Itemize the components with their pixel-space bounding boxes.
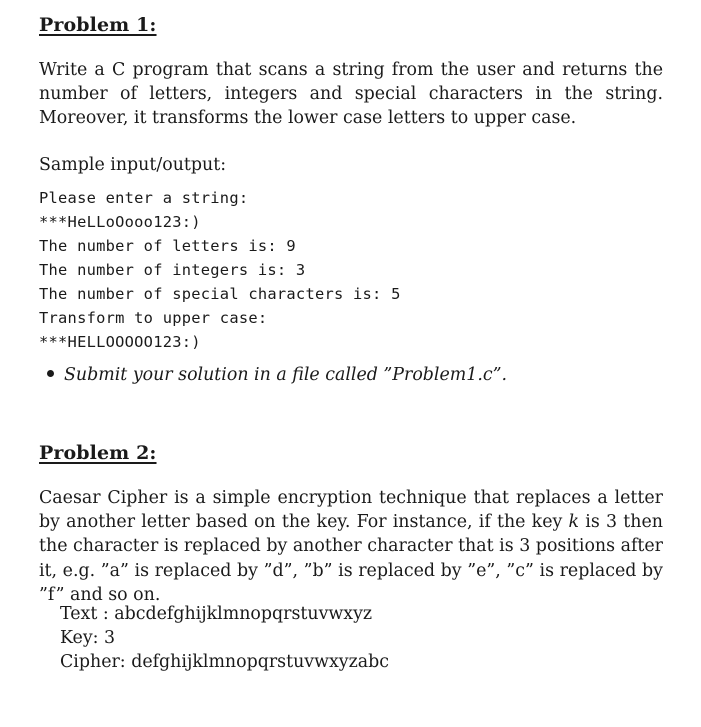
problem-2-description-part1: Caesar Cipher is a simple encryption technique that replaces a letter by another letter based on the key. For instance, if the key xyxy=(39,488,663,533)
problem-2-description xyxy=(39,486,663,607)
sample-io-label: Sample input/output: xyxy=(39,155,227,175)
sample-line-input: ***HeLLoOooo123:) xyxy=(39,213,201,231)
cipher-text-line: Text : abcdefghijklmnopqrstuvwxyz xyxy=(60,604,373,624)
problem-1-description: Write a C program that scans a string from the user and returns the number of letters, integers and special characters in the string. Moreover, it transforms the lower case letters to upper case. xyxy=(39,60,663,129)
problem-2-description-part2: is 3 then the character is replaced by another character that is 3 positions after it, e.g. ”a” is replaced by ”d”, ”b” is replaced by ”e”, ”c” is replaced by ”f” and so on. xyxy=(39,512,663,605)
submit-note-text: Submit your solution in a file called ”Problem1.c”. xyxy=(64,365,508,385)
sample-line-prompt: Please enter a string: xyxy=(39,189,249,207)
sample-line-letters: The number of letters is: 9 xyxy=(39,237,296,255)
sample-line-transform-label: Transform to upper case: xyxy=(39,309,268,327)
bullet-icon xyxy=(47,370,54,377)
sample-line-integers: The number of integers is: 3 xyxy=(39,261,306,279)
sample-line-specials: The number of special characters is: 5 xyxy=(39,285,401,303)
cipher-output-line: Cipher: defghijklmnopqrstuvwxyzabc xyxy=(60,652,390,672)
sample-line-output: ***HELLOOOOO123:) xyxy=(39,333,201,351)
problem-2-heading: Problem 2: xyxy=(39,442,157,464)
submit-note xyxy=(47,365,507,385)
problem-1-heading: Problem 1: xyxy=(39,14,157,36)
cipher-key-line: Key: 3 xyxy=(60,628,116,648)
key-variable: k xyxy=(568,512,580,533)
